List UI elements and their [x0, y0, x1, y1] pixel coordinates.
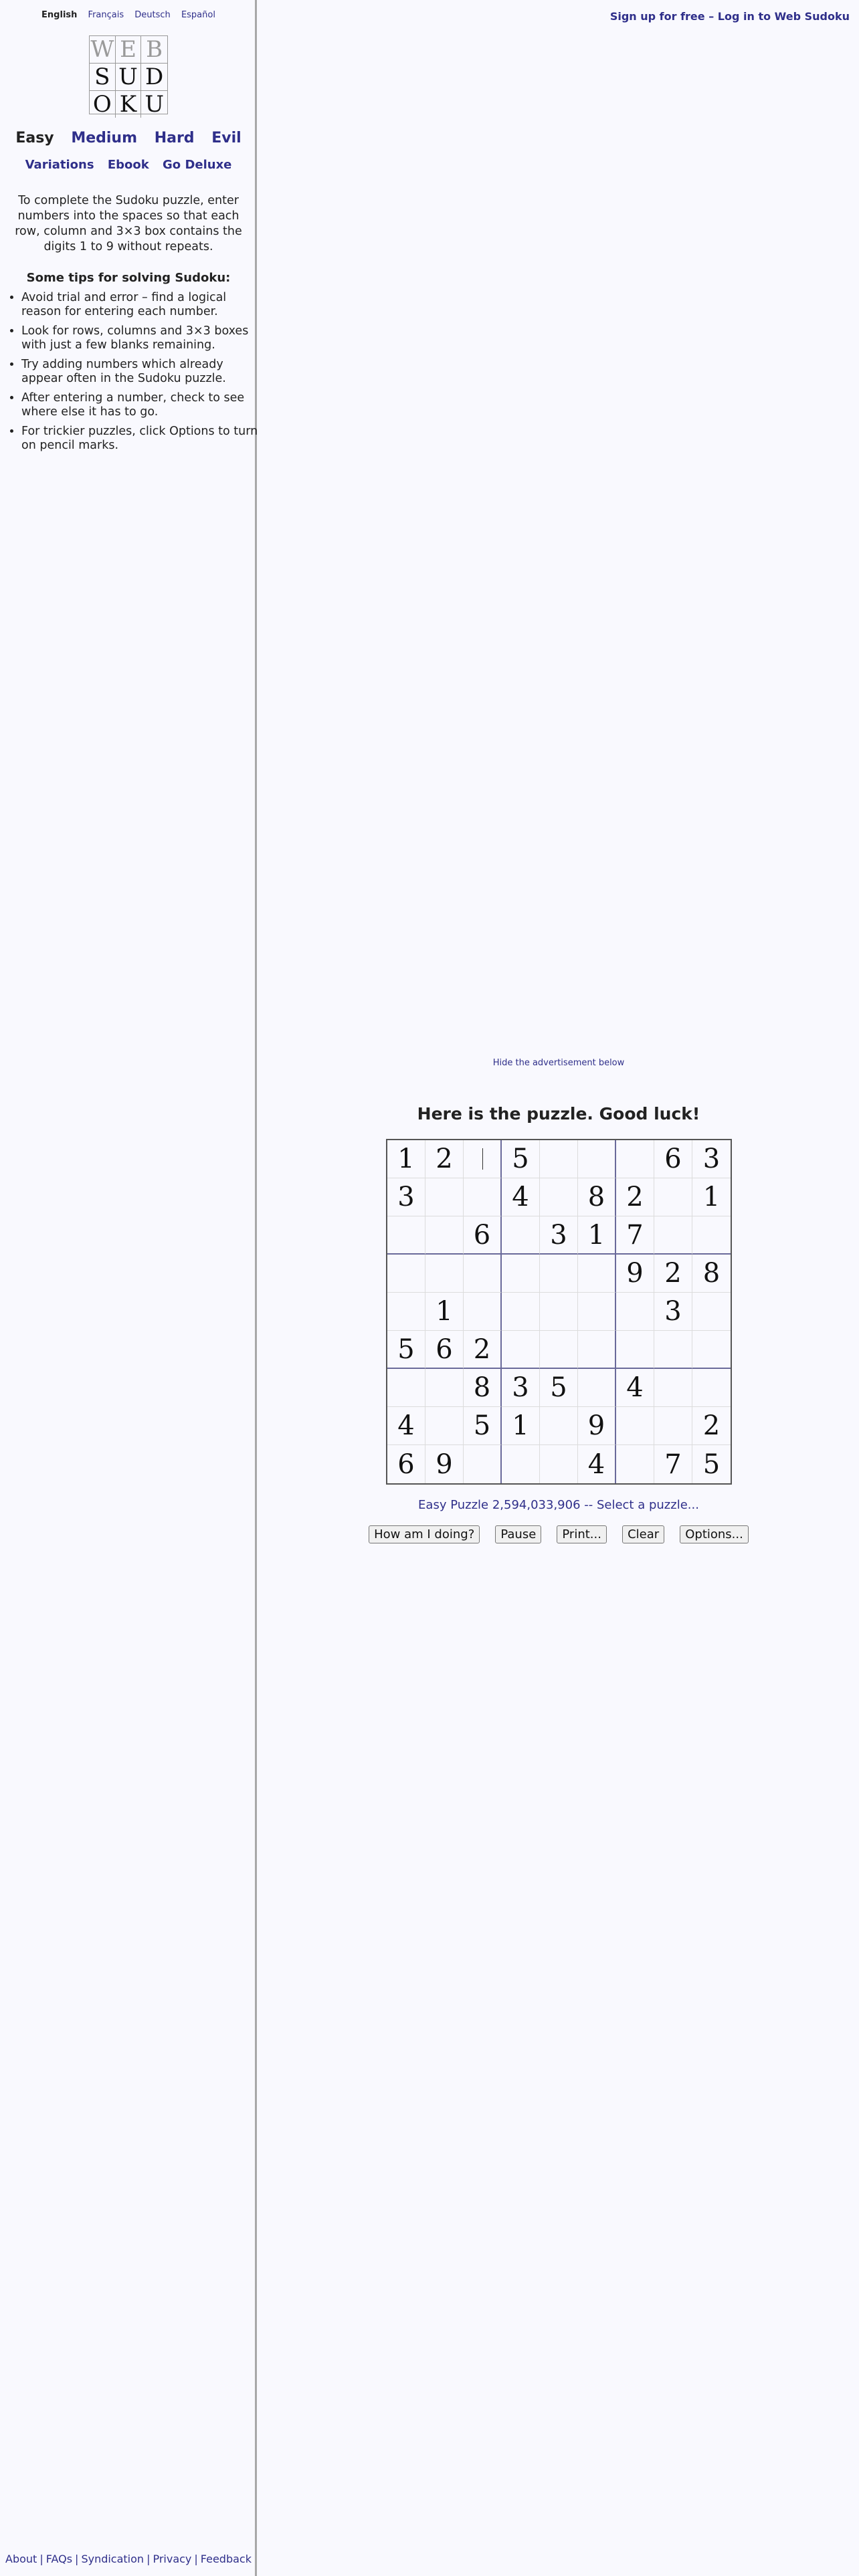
level-link-hard[interactable]: Hard [154, 130, 195, 146]
empty-cell[interactable] [387, 1369, 425, 1407]
empty-cell[interactable] [616, 1331, 654, 1369]
empty-cell[interactable] [425, 1255, 464, 1293]
empty-cell[interactable] [502, 1255, 540, 1293]
given-cell: 1 [387, 1140, 425, 1178]
footer-separator: | [147, 2553, 151, 2565]
given-cell: 1 [425, 1293, 464, 1331]
language-link-french[interactable]: Français [88, 10, 124, 20]
tips-list [9, 291, 262, 458]
empty-cell[interactable] [578, 1293, 616, 1331]
pause-button[interactable]: Pause [495, 1525, 541, 1543]
empty-cell[interactable] [540, 1140, 578, 1178]
options-button[interactable]: Options... [680, 1525, 749, 1543]
footer-syndication-link[interactable]: Syndication [81, 2553, 145, 2565]
empty-cell[interactable] [692, 1331, 731, 1369]
empty-cell[interactable] [464, 1445, 502, 1483]
footer-feedback-link[interactable]: Feedback [200, 2553, 252, 2565]
given-cell: 3 [502, 1369, 540, 1407]
hide-advertisement-link[interactable]: Hide the advertisement below [492, 1058, 625, 1068]
go-deluxe-link[interactable]: Go Deluxe [163, 158, 232, 172]
empty-cell[interactable] [692, 1293, 731, 1331]
logo-letter: S [90, 64, 116, 91]
given-cell: 4 [387, 1407, 425, 1445]
given-cell: 3 [692, 1140, 731, 1178]
footer-separator: | [39, 2553, 43, 2565]
given-cell: 5 [540, 1369, 578, 1407]
empty-cell[interactable] [464, 1255, 502, 1293]
empty-cell[interactable] [387, 1293, 425, 1331]
given-cell: 5 [692, 1445, 731, 1483]
tip-item: • Look for rows, columns and 3×3 boxes with just a few blanks remaining. [21, 324, 262, 352]
empty-cell[interactable] [540, 1255, 578, 1293]
logo-letter: D [141, 64, 167, 91]
language-link-german[interactable]: Deutsch [134, 10, 171, 20]
sudoku-grid [386, 1139, 732, 1485]
tips-title: Some tips for solving Sudoku: [26, 271, 231, 285]
footer-about-link[interactable]: About [5, 2553, 37, 2565]
language-link-spanish[interactable]: Español [181, 10, 215, 20]
login-link[interactable]: Log in to Web Sudoku [717, 10, 850, 23]
logo-letter: E [116, 36, 142, 64]
empty-cell[interactable] [692, 1216, 731, 1255]
given-cell: 7 [654, 1445, 692, 1483]
given-cell: 6 [654, 1140, 692, 1178]
puzzle-info [258, 1498, 859, 1512]
given-cell: 4 [578, 1445, 616, 1483]
level-link-evil[interactable]: Evil [211, 130, 242, 146]
sidebar [0, 0, 257, 2576]
given-cell: 3 [540, 1216, 578, 1255]
given-cell: 5 [502, 1140, 540, 1178]
extras-links [0, 158, 257, 172]
tip-item: • After entering a number, check to see where else it has to go. [21, 391, 262, 419]
given-cell: 5 [464, 1407, 502, 1445]
empty-cell[interactable] [540, 1331, 578, 1369]
given-cell: 7 [616, 1216, 654, 1255]
empty-cell[interactable] [425, 1407, 464, 1445]
empty-cell[interactable] [464, 1293, 502, 1331]
empty-cell[interactable] [502, 1445, 540, 1483]
empty-cell[interactable] [425, 1216, 464, 1255]
given-cell: 3 [387, 1178, 425, 1216]
ebook-link[interactable]: Ebook [107, 158, 149, 172]
empty-cell[interactable] [425, 1178, 464, 1216]
given-cell: 8 [464, 1369, 502, 1407]
given-cell: 6 [464, 1216, 502, 1255]
given-cell: 3 [654, 1293, 692, 1331]
clear-button[interactable]: Clear [622, 1525, 664, 1543]
given-cell: 6 [387, 1445, 425, 1483]
logo-letter: O [90, 91, 116, 118]
empty-cell[interactable] [616, 1407, 654, 1445]
given-cell: 2 [425, 1140, 464, 1178]
account-links [610, 10, 850, 23]
empty-cell[interactable] [502, 1216, 540, 1255]
given-cell: 4 [616, 1369, 654, 1407]
empty-cell[interactable] [502, 1331, 540, 1369]
empty-cell[interactable] [616, 1293, 654, 1331]
empty-cell[interactable] [578, 1331, 616, 1369]
empty-cell[interactable] [616, 1140, 654, 1178]
puzzle-heading: Here is the puzzle. Good luck! [417, 1104, 700, 1123]
given-cell: 2 [464, 1331, 502, 1369]
given-cell: 1 [502, 1407, 540, 1445]
select-puzzle-link[interactable]: Easy Puzzle 2,594,033,906 -- Select a puzzle... [418, 1498, 699, 1512]
given-cell: 2 [616, 1178, 654, 1216]
intro-text: To complete the Sudoku puzzle, enter numbers into the spaces so that each row, column and 3×3 box contains the digits 1 to 9 without repeats. [15, 194, 242, 253]
given-cell: 1 [692, 1178, 731, 1216]
empty-cell[interactable] [654, 1216, 692, 1255]
empty-cell[interactable] [464, 1178, 502, 1216]
puzzle-controls [258, 1525, 859, 1543]
how-am-i-doing-button[interactable]: How am I doing? [369, 1525, 480, 1543]
print-button[interactable]: Print... [557, 1525, 607, 1543]
given-cell: 1 [578, 1216, 616, 1255]
empty-cell[interactable] [578, 1140, 616, 1178]
empty-cell[interactable] [578, 1255, 616, 1293]
given-cell: 8 [692, 1255, 731, 1293]
logo-letter: U [145, 91, 164, 118]
given-cell: 9 [616, 1255, 654, 1293]
logo-letter: U [116, 64, 142, 91]
empty-cell[interactable] [540, 1445, 578, 1483]
given-cell: 6 [425, 1331, 464, 1369]
text-cursor [482, 1148, 483, 1170]
empty-cell[interactable] [654, 1178, 692, 1216]
empty-cell[interactable] [540, 1178, 578, 1216]
logo-letter: K [116, 91, 142, 118]
level-link-medium[interactable]: Medium [71, 130, 138, 146]
account-separator: – [708, 10, 714, 23]
footer-separator: | [75, 2553, 79, 2565]
given-cell: 2 [654, 1255, 692, 1293]
empty-cell[interactable] [464, 1140, 502, 1178]
logo-letter: W [90, 36, 116, 64]
footer-faqs-link[interactable]: FAQs [45, 2553, 73, 2565]
footer-separator: | [194, 2553, 198, 2565]
empty-cell[interactable] [502, 1293, 540, 1331]
level-current-easy: Easy [15, 130, 54, 146]
empty-cell[interactable] [425, 1369, 464, 1407]
empty-cell[interactable] [692, 1369, 731, 1407]
logo-letter: B [141, 36, 167, 64]
variations-link[interactable]: Variations [25, 158, 94, 172]
tip-item: • Try adding numbers which already appear often in the Sudoku puzzle. [21, 358, 262, 386]
given-cell: 9 [425, 1445, 464, 1483]
footer-links [0, 2553, 257, 2565]
given-cell: 5 [387, 1331, 425, 1369]
empty-cell[interactable] [654, 1407, 692, 1445]
language-current: English [41, 10, 78, 20]
tip-item: • For trickier puzzles, click Options to turn on pencil marks. [21, 425, 262, 453]
given-cell: 8 [578, 1178, 616, 1216]
empty-cell[interactable] [654, 1369, 692, 1407]
empty-cell[interactable] [578, 1369, 616, 1407]
empty-cell[interactable] [540, 1407, 578, 1445]
empty-cell[interactable] [654, 1331, 692, 1369]
empty-cell[interactable] [616, 1445, 654, 1483]
web-sudoku-logo[interactable] [89, 35, 168, 118]
empty-cell[interactable] [540, 1293, 578, 1331]
given-cell: 2 [692, 1407, 731, 1445]
empty-cell[interactable] [387, 1255, 425, 1293]
footer-privacy-link[interactable]: Privacy [153, 2553, 192, 2565]
language-selector [0, 10, 257, 20]
empty-cell[interactable] [387, 1216, 425, 1255]
tip-item: • Avoid trial and error – find a logical reason for entering each number. [21, 291, 262, 319]
signup-link[interactable]: Sign up for free [609, 10, 705, 23]
given-cell: 4 [502, 1178, 540, 1216]
difficulty-levels [0, 130, 257, 146]
given-cell: 9 [578, 1407, 616, 1445]
